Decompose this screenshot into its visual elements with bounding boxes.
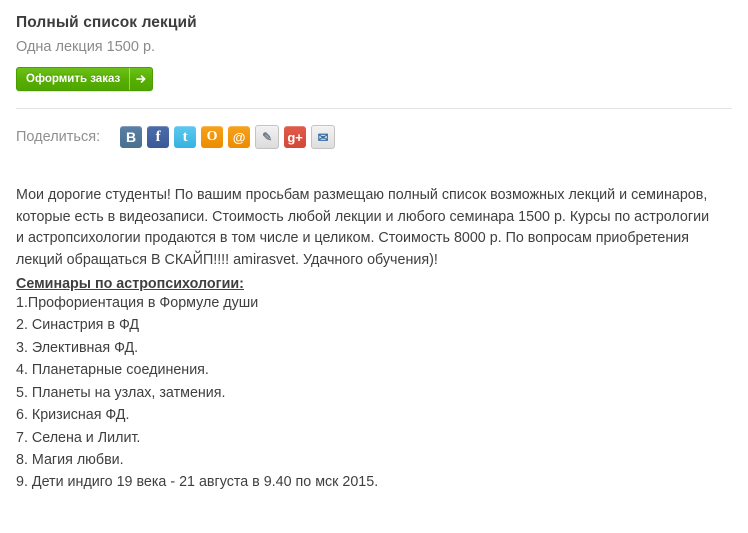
email-icon[interactable]: ✉ xyxy=(311,125,335,149)
facebook-icon[interactable]: f xyxy=(147,126,169,148)
list-item: 5. Планеты на узлах, затмения. xyxy=(16,384,226,401)
list-item: 1.Профориентация в Формуле души xyxy=(16,294,259,311)
list-item: 2. Синастрия в ФД xyxy=(16,317,140,334)
googleplus-icon[interactable]: g+ xyxy=(284,126,306,148)
order-button[interactable] xyxy=(16,67,153,91)
mailru-icon[interactable]: @ xyxy=(228,126,250,148)
order-button-label: Оформить заказ xyxy=(26,73,121,85)
section-heading: Семинары по астропсихологии: xyxy=(16,275,244,292)
list-item: 3. Элективная ФД. xyxy=(16,339,139,356)
arrow-right-icon xyxy=(129,68,152,90)
list-item: 8. Магия любви. xyxy=(16,451,124,468)
share-label: Поделиться: xyxy=(16,129,101,145)
intro-paragraph: Мои дорогие студенты! По вашим просьбам размещаю полный список возможных лекций и семинаров, которые есть в видеозаписи. Стоимость любой лекции и любого семинара 1500 р. Курсы по астрологии и астропсихологии продаются в том числе и целиком. Стоимость 8000 р. По вопросам приобретения лекций обращаться В СКАЙП!!!! amirasvet. Удачного обучения)! xyxy=(16,187,710,269)
share-row xyxy=(16,125,732,149)
list-item: 6. Кризисная ФД. xyxy=(16,407,130,424)
divider xyxy=(16,108,732,109)
odnoklassniki-icon[interactable]: O xyxy=(201,126,223,148)
seminar-list xyxy=(16,292,732,494)
page-title: Полный список лекций xyxy=(16,14,197,31)
page-subtitle: Одна лекция 1500 р. xyxy=(16,39,156,55)
twitter-icon[interactable]: t xyxy=(174,126,196,148)
share-icons xyxy=(120,125,335,149)
list-item: 7. Селена и Лилит. xyxy=(16,429,141,446)
list-item: 9. Дети индиго 19 века - 21 августа в 9.40 по мск 2015. xyxy=(16,474,379,491)
list-item: 4. Планетарные соединения. xyxy=(16,362,209,379)
livejournal-icon[interactable]: ✎ xyxy=(255,125,279,149)
vkontakte-icon[interactable]: В xyxy=(120,126,142,148)
